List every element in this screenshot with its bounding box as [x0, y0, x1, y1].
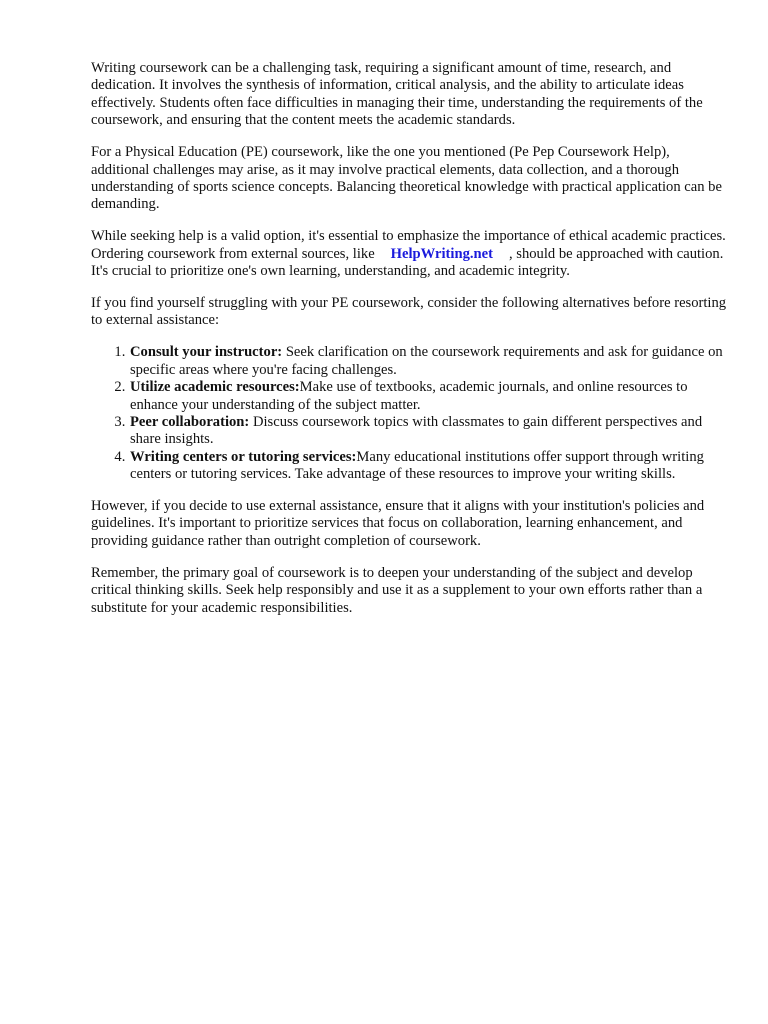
helpwriting-link[interactable]: HelpWriting.net: [390, 245, 493, 262]
list-item: [129, 344, 731, 379]
list-item-term: Peer collaboration:: [130, 413, 250, 430]
paragraph-conclusion: Remember, the primary goal of coursework is to deepen your understanding of the subject and develop critical thinking skills. Seek help responsibly and use it as a supplement to your own efforts rather than a substitute for your academic responsibilities.: [91, 564, 703, 616]
list-item-term: Utilize academic resources:: [130, 379, 300, 396]
paragraph-external-assistance: However, if you decide to use external assistance, ensure that it aligns with your institution's policies and guidelines. It's important to prioritize services that focus on collaboration, learning enhancement, and providing guidance rather than outright completion of coursework.: [91, 498, 705, 549]
paragraph-alternatives-intro: If you find yourself struggling with your PE coursework, consider the following alternatives before resorting to external assistance:: [91, 294, 727, 329]
list-item: [129, 449, 731, 484]
paragraph-ethics-text-after: , should be approached with caution. It's crucial to prioritize one's own learning, understanding, and academic integrity.: [91, 245, 724, 280]
list-item-text: Seek clarification on the coursework requirements and ask for guidance on specific areas where you're facing challenges.: [130, 344, 723, 378]
list-item-term: Writing centers or tutoring services:: [130, 448, 357, 465]
list-item: [129, 379, 731, 414]
list-item: [129, 414, 731, 449]
list-item-text: Many educational institutions offer support through writing centers or tutoring services. Take advantage of these resources to improve your writing skills.: [130, 448, 704, 483]
list-item-text: Make use of textbooks, academic journals, and online resources to enhance your understanding of the subject matter.: [130, 379, 688, 413]
alternatives-list: [91, 344, 731, 483]
document-page: [91, 60, 731, 631]
list-item-term: Consult your instructor:: [130, 344, 283, 361]
list-item-text: Discuss coursework topics with classmates to gain different perspectives and share insights.: [130, 413, 703, 448]
paragraph-ethics: [91, 228, 731, 280]
paragraph-intro: Writing coursework can be a challenging task, requiring a significant amount of time, research, and dedication. It involves the synthesis of information, critical analysis, and the ability to articulate ideas effectively. Students often face difficulties in managing their time, understanding the requirements of the coursework, and ensuring that the content meets the academic standards.: [91, 60, 703, 129]
paragraph-ethics-text-before: While seeking help is a valid option, it's essential to emphasize the importance of ethical academic practices. Ordering coursework from external sources, like: [91, 228, 726, 262]
paragraph-pe-coursework: For a Physical Education (PE) coursework, like the one you mentioned (Pe Pep Coursework Help), additional challenges may arise, as it may involve practical elements, data collection, and a thorough understanding of sports science concepts. Balancing theoretical knowledge with practical application can be demanding.: [91, 144, 722, 213]
